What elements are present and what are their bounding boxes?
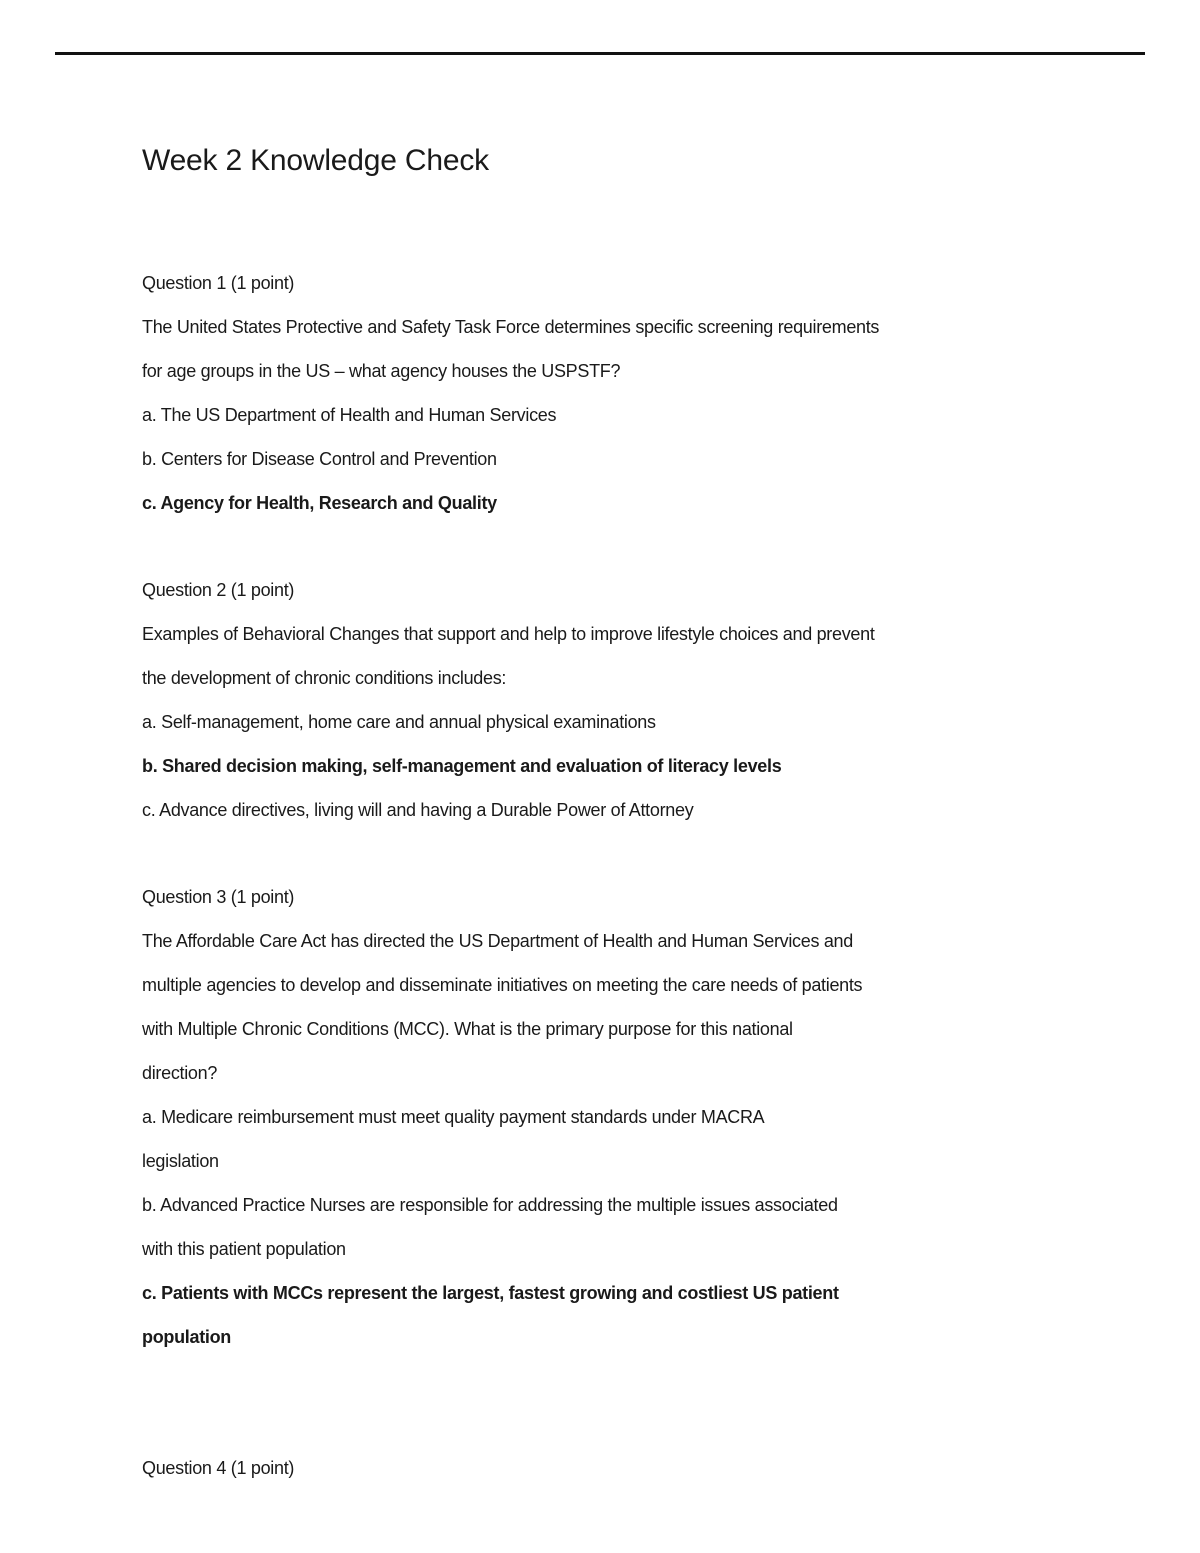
question-prompt-line: for age groups in the US – what agency houses the USPSTF? [142,361,621,381]
question-prompt-line: the development of chronic conditions includes: [142,668,507,688]
question-prompt-line: with Multiple Chronic Conditions (MCC). What is the primary purpose for this national [142,1019,793,1039]
spacer [142,832,1042,875]
question-prompt-line: The United States Protective and Safety Task Force determines specific screening requirements [142,317,880,337]
spacer [142,525,1042,568]
answer-option-a: a. Medicare reimbursement must meet quality payment standards under MACRA [142,1107,765,1127]
answer-option-c-correct: c. Agency for Health, Research and Quality [142,493,497,513]
top-rule [55,52,1145,55]
answer-option-b-continued: with this patient population [142,1239,346,1259]
answer-option-b: b. Centers for Disease Control and Prevention [142,449,497,469]
question-header: Question 4 (1 point) [142,1458,295,1478]
question-header: Question 2 (1 point) [142,580,295,600]
answer-option-c-correct: c. Patients with MCCs represent the largest, fastest growing and costliest US patient [142,1283,839,1303]
question-3 [142,875,1042,1359]
answer-option-b-correct: b. Shared decision making, self-management and evaluation of literacy levels [142,756,782,776]
answer-option-a-continued: legislation [142,1151,219,1171]
answer-option-b: b. Advanced Practice Nurses are responsible for addressing the multiple issues associated [142,1195,838,1215]
answer-option-a: a. The US Department of Health and Human Services [142,405,557,425]
question-4 [142,1446,1042,1490]
question-prompt-line: direction? [142,1063,218,1083]
page-title: Week 2 Knowledge Check [142,144,489,177]
question-1 [142,261,1042,525]
answer-option-a: a. Self-management, home care and annual physical examinations [142,712,656,732]
question-header: Question 1 (1 point) [142,273,295,293]
spacer [142,1359,1042,1446]
question-prompt-line: The Affordable Care Act has directed the US Department of Health and Human Services and [142,931,853,951]
question-header: Question 3 (1 point) [142,887,295,907]
question-2 [142,568,1042,832]
question-prompt-line: multiple agencies to develop and disseminate initiatives on meeting the care needs of patients [142,975,863,995]
answer-option-c: c. Advance directives, living will and having a Durable Power of Attorney [142,800,694,820]
document-body [142,138,1042,1490]
question-prompt-line: Examples of Behavioral Changes that support and help to improve lifestyle choices and prevent [142,624,875,644]
answer-option-c-correct-continued: population [142,1327,231,1347]
